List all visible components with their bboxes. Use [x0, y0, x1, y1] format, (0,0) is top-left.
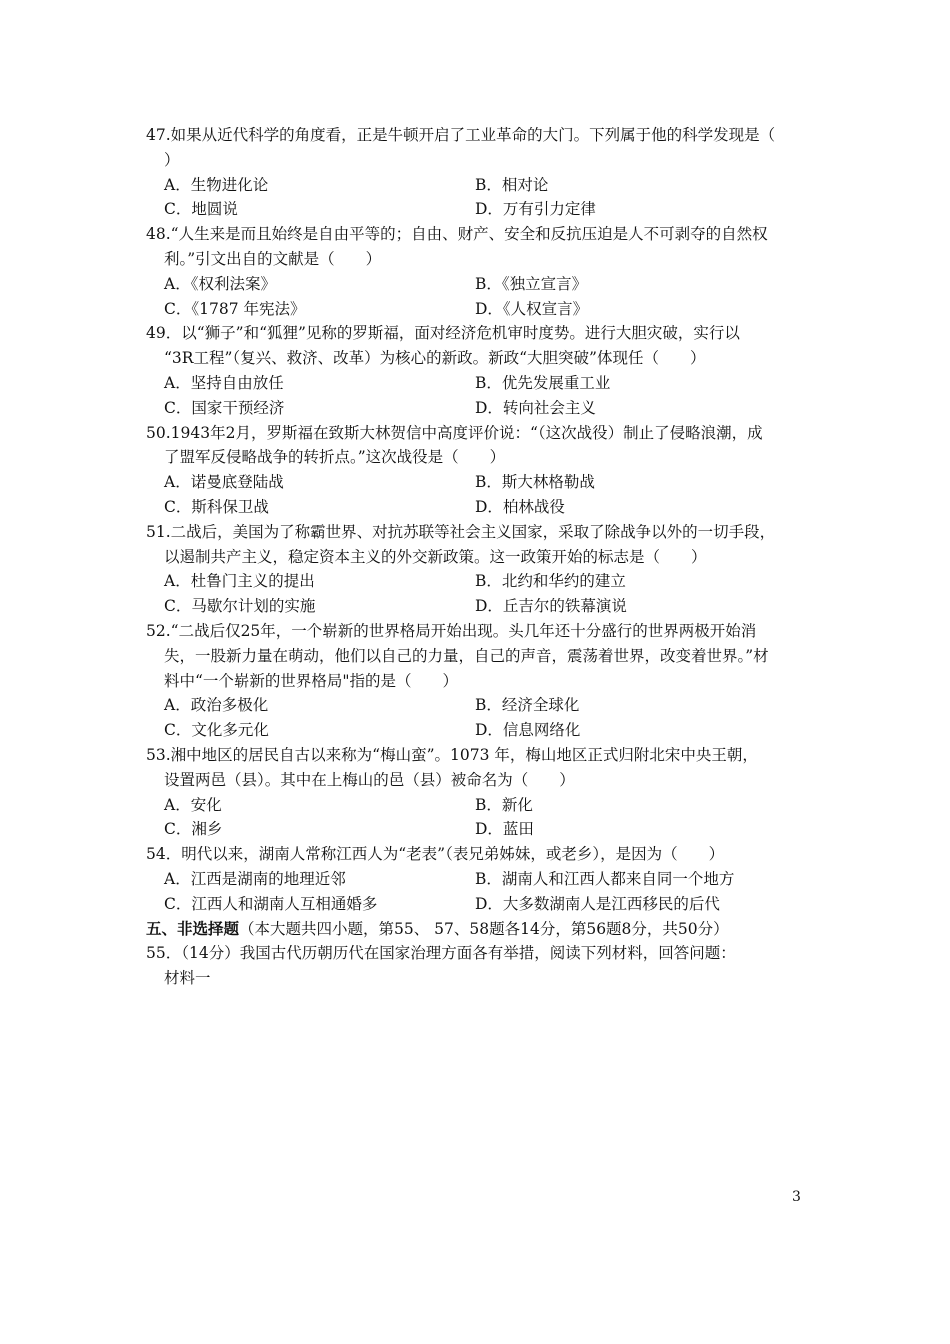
option-c: C．湘乡 [164, 820, 223, 839]
question-55 [146, 941, 810, 991]
page-number: 3 [792, 1189, 801, 1205]
question-text-cont: 利。”引文出自的文献是（ ） [164, 249, 382, 268]
question-stem [146, 619, 810, 693]
question-text: 51.二战后，美国为了称霸世界、对抗苏联等社会主义国家，采取了除战争以外的一切手段， [146, 522, 776, 541]
option-c: C．马歇尔计划的实施 [164, 597, 316, 616]
options [146, 371, 810, 421]
question-text-cont: 料中“一个崭新的世界格局"指的是（ ） [164, 671, 459, 690]
question-text: 55．（14分）我国古代历朝历代在国家治理方面各有举措，阅读下列材料，回答问题： [146, 944, 736, 963]
option-b: B．斯大林格勒战 [475, 473, 595, 492]
option-b: B．经济全球化 [475, 696, 580, 715]
option-b: B．相对论 [475, 175, 549, 194]
option-b: B．湖南人和江西人都来自同一个地方 [475, 869, 735, 888]
question-text: 48.“人生来是而且始终是自由平等的；自由、财产、安全和反抗压迫是人不可剥夺的自然权 [146, 225, 768, 244]
option-d: D．大多数湖南人是江西移民的后代 [475, 894, 720, 913]
option-b: B．北约和华约的建立 [475, 572, 626, 591]
question-stem [146, 421, 810, 471]
question-text: 47.如果从近代科学的角度看，正是牛顿开启了工业革命的大门。下列属于他的科学发现是（ [146, 126, 776, 144]
question-text-cont: 设置两邑（县）。其中在上梅山的邑（县）被命名为（ ） [164, 770, 575, 789]
question-text: 49．以“狮子”和“狐狸”见称的罗斯福，面对经济危机审时度势。进行大胆灾破，实行以 [146, 324, 740, 343]
option-a: A．坚持自由放任 [164, 373, 284, 392]
option-a: A．杜鲁门主义的提出 [164, 572, 315, 591]
question-text-cont: 了盟军反侵略战争的转折点。”这次战役是（ ） [164, 448, 506, 467]
option-b: B．《独立宣言》 [475, 274, 588, 293]
section-title: 五、非选择题 [146, 918, 240, 938]
question-stem [146, 222, 810, 272]
option-a: A．安化 [164, 795, 222, 814]
option-a: A．生物进化论 [164, 175, 269, 194]
options [146, 470, 810, 520]
question-stem [146, 520, 810, 570]
question-50 [146, 421, 810, 520]
option-d: D．《人权宣言》 [475, 299, 589, 318]
option-d: D．丘吉尔的铁幕演说 [475, 597, 627, 616]
material-label: 材料一 [164, 969, 211, 988]
option-b: B．优先发展重工业 [475, 373, 611, 392]
option-d: D．柏林战役 [475, 497, 565, 516]
question-49 [146, 321, 810, 420]
option-a: A．诺曼底登陆战 [164, 473, 284, 492]
question-text-cont: ） [164, 150, 180, 169]
option-c: C．文化多元化 [164, 721, 269, 740]
options [146, 569, 810, 619]
question-stem [146, 842, 810, 867]
option-a: A．政治多极化 [164, 696, 269, 715]
option-c: C．斯科保卫战 [164, 497, 269, 516]
question-53 [146, 743, 810, 842]
option-a: A．《权利法案》 [164, 274, 276, 293]
options [146, 693, 810, 743]
page-content [146, 123, 810, 991]
options [146, 272, 810, 322]
section-heading [146, 917, 810, 942]
question-text-cont: “3R工程”（复兴、救济、改革）为核心的新政。新政“大胆突破”体现任（ ） [164, 349, 706, 368]
question-text-cont: 以遏制共产主义，稳定资本主义的外交新政策。这一政策开始的标志是（ ） [164, 547, 707, 566]
section-description: （本大题共四小题，第55、 57、58题各14分，第56题8分，共50分） [239, 919, 729, 938]
option-d: D．信息网络化 [475, 721, 581, 740]
option-d: D．蓝田 [475, 820, 534, 839]
question-52 [146, 619, 810, 743]
option-c: C．国家干预经济 [164, 398, 285, 417]
question-stem [146, 321, 810, 371]
question-48 [146, 222, 810, 321]
question-text-cont: 失，一股新力量在萌动，他们以自己的力量，自己的声音，震荡着世界，改变着世界。”材 [164, 646, 769, 665]
option-c: C．江西人和湖南人互相通婚多 [164, 894, 378, 913]
option-a: A．江西是湖南的地理近邻 [164, 869, 346, 888]
question-stem [146, 743, 810, 793]
option-d: D．万有引力定律 [475, 200, 596, 219]
option-c: C．《1787 年宪法》 [164, 299, 306, 318]
option-c: C．地圆说 [164, 200, 238, 219]
question-text: 50.1943年2月，罗斯福在致斯大林贺信中高度评价说：“（这次战役）制止了侵略浪潮，成 [146, 423, 763, 442]
option-d: D．转向社会主义 [475, 398, 596, 417]
question-text: 52.“二战后仅25年，一个崭新的世界格局开始出现。头几年还十分盛行的世界两极开始消 [146, 621, 757, 640]
question-54 [146, 842, 810, 916]
question-51 [146, 520, 810, 619]
options [146, 173, 810, 223]
question-text: 54．明代以来，湖南人常称江西人为“老表”（表兄弟姊妹，或老乡），是因为（ ） [146, 845, 725, 864]
question-text: 53.湘中地区的居民自古以来称为“梅山蛮”。1073 年，梅山地区正式归附北宋中央王朝， [146, 745, 758, 764]
question-47 [146, 123, 810, 222]
question-stem [146, 123, 810, 173]
options [146, 793, 810, 843]
options [146, 867, 810, 917]
option-b: B．新化 [475, 795, 533, 814]
